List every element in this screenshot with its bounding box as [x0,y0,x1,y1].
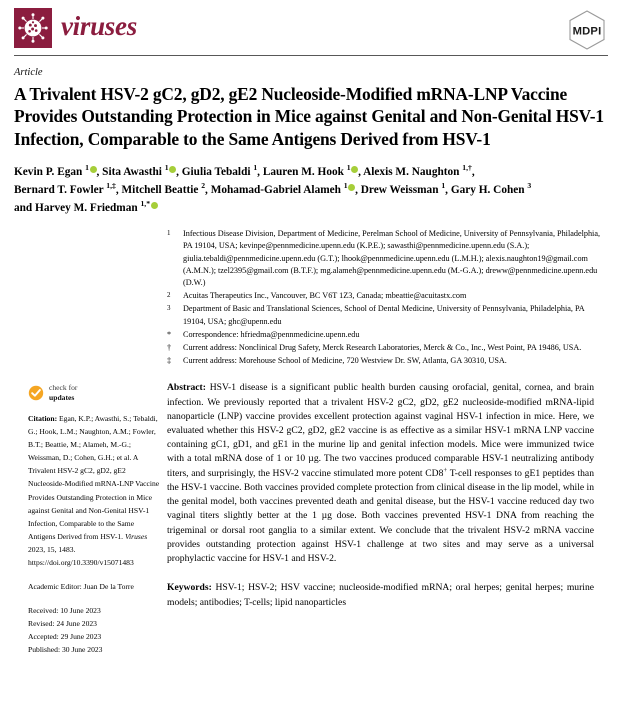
main-column [167,381,608,610]
author-name[interactable]: Sita Awasthi [102,166,162,179]
footnote-mark: † [167,342,172,352]
orcid-icon[interactable] [151,202,158,209]
keywords-text: HSV-1; HSV-2; HSV vaccine; nucleoside-modified mRNA; oral herpes; genital herpes; murine models; antibodies; T-cells; lipid nanoparticles [167,582,594,608]
masthead [14,8,608,56]
author-affil-mark: 2 [201,181,206,191]
correspondence-text: Correspondence: hfriedma@pennmedicine.upenn.edu [183,329,360,339]
affiliation-row [167,303,608,328]
footnote-row [167,342,608,354]
author-affil-mark: 1 [441,181,446,191]
affiliation-text: Acuitas Therapeutics Inc., Vancouver, BC V6T 1Z3, Canada; mbeattie@acuitastx.com [183,291,467,301]
paper-page [0,8,622,720]
keywords-block [167,581,594,609]
keywords-label: Keywords: [167,582,212,594]
publication-dates [28,604,160,656]
affiliation-mark: 3 [167,304,171,313]
abstract-block [167,381,594,566]
author-affil-mark: 3 [527,181,532,191]
article-type-label: Article [14,67,43,78]
abstract-text-continued: T-cell responses to gE1 peptides than the HSV-1 vaccine. Both vaccines provided complete protection from clinical disease in the lip model, while in the genital model, both vaccines prevented death and genital disease, but the HSV-1 vaccine reduced day two vaginal titers slightly better at the 1 µg dose. Both vaccines prevented HSV-1 DNA from reaching the trigeminal or dorsal root ganglia to a similar extent. We conclude that the trivalent HSV-2 mRNA vaccine provides outstanding protection against HSV-1 challenge at two sites and may serve as a universal prophylactic vaccine for HSV-1 and HSV-2. [167,467,594,565]
citation-volume: 2023, 15, 1483. [28,544,76,554]
orcid-icon[interactable] [169,166,176,173]
abstract-superscript: + [443,466,448,474]
mdpi-hexagon-logo[interactable] [566,9,608,51]
author-affil-mark: 1,* [140,199,151,208]
author-name[interactable]: Drew Weissman [360,183,439,196]
author-name[interactable]: Lauren M. Hook [262,166,344,179]
orcid-icon[interactable] [351,166,358,173]
date-received: Received: 10 June 2023 [28,605,101,615]
affiliation-text: Department of Basic and Translational Sciences, School of Dental Medicine, University of Pennsylvania, Philadelphia, PA 19104, USA; ghc@upenn.edu [183,304,585,326]
correspondence-row [167,329,608,341]
citation-doi[interactable]: https://doi.org/10.3390/v15071483 [28,557,134,567]
footnote-mark: ‡ [167,355,172,365]
author-affil-mark: 1 [253,163,258,173]
correspondence-mark: * [167,329,172,339]
journal-title: viruses [61,11,137,41]
author-affil-mark: 1,‡ [106,181,116,191]
affiliation-row [167,290,608,302]
author-affil-mark: 1 [164,163,169,173]
author-name[interactable]: Gary H. Cohen [450,183,525,196]
author-name[interactable]: Mitchell Beattie [121,183,199,196]
masthead-divider [14,55,608,56]
check-for-updates-line2: updates [49,392,75,402]
date-accepted: Accepted: 29 June 2023 [28,631,102,641]
footnote-text: Current address: Nonclinical Drug Safety, Merck Research Laboratories, Merck & Co., Inc., West Point, PA 19486, USA. [183,342,582,352]
author-affil-mark: 1 [343,181,348,191]
affiliation-mark: 1 [167,228,171,237]
footnote-row [167,355,608,367]
author-name[interactable]: and Harvey M. Friedman [14,201,138,214]
author-affil-mark: 1 [85,163,89,173]
affiliation-text: Infectious Disease Division, Department of Medicine, Perelman School of Medicine, University of Pennsylvania, Philadelphia, PA 19104, USA; kevinpe@pennmedicine.upenn.edu (K.P.E.); sawasthi@pennmedicine.upenn.edu (S.A.); giulia.tebaldi@pennmedicine.upenn.edu (G.T.); lhook@pennmedicine.upenn.edu (L.M.H.); alexis.naughton19@gmail.com (A.M.N.); tzel2395@gmail.com (B.T.F.); mg.alameh@pennmedicine.upenn.edu (M.-G.A.); dreww@pennmedicine.upenn.edu (D.W.) [183,228,601,288]
author-list: Kevin P. Egan $^1$ , Sita Awasthi $^1$ , Giulia Tebaldi $^1$, Lauren M. Hook $^1$ , Alexis M. Naughton $^{1,\dagger}$, Bernard T. Fowler $^{1,\ddagger}$, Mitchell Beattie $^2$, Mohamad-Gabriel Alameh $^1$ , Drew Weissman $^1$, Gary H. Cohen $^3$ and Harvey M. Friedman $^{1,*}$ [14,163,532,214]
citation-label: Citation: [28,414,58,424]
check-for-updates-line1: check for [49,383,78,393]
abstract-label: Abstract: [167,382,206,394]
virus-icon [14,8,52,48]
citation-block [28,412,160,569]
date-revised: Revised: 24 June 2023 [28,618,97,628]
author-name[interactable]: Giulia Tebaldi [181,166,251,179]
citation-authors: Egan, K.P.; Awasthi, S.; Tebaldi, G.; Hook, L.M.; Naughton, A.M.; Fowler, B.T.; Beattie, M.; Alameh, M.-G.; Weissman, D.; Cohen, G.H.; et al. A Trivalent HSV-2 gC2, gD2, gE2 Nucleoside-Modified mRNA-LNP Vaccine Provides Outstanding Protection in Mice against Genital and Non-Genital HSV-1 Infection, Comparable to the Same Antigens Derived from HSV-1. [28,414,160,541]
check-circle-icon [28,385,44,401]
author-name[interactable]: Kevin P. Egan [14,166,83,179]
author-name[interactable]: Alexis M. Naughton [363,166,460,179]
author-name[interactable]: Mohamad-Gabriel Alameh [210,183,341,196]
date-published: Published: 30 June 2023 [28,644,103,654]
author-name[interactable]: Bernard T. Fowler [14,183,104,196]
journal-logo[interactable] [14,8,137,48]
check-for-updates-badge[interactable] [28,383,160,402]
author-affil-mark: 1,† [462,163,472,173]
svg-text:MDPI: MDPI [572,25,602,38]
academic-editor: Academic Editor: Juan De la Torre [28,581,134,591]
affiliation-row [167,228,608,290]
author-affil-mark: 1 [346,163,351,173]
orcid-icon[interactable] [90,166,97,173]
citation-journal: Viruses [124,531,148,541]
footnote-text: Current address: Morehouse School of Medicine, 720 Westview Dr. SW, Atlanta, GA 30310, USA. [183,355,507,365]
abstract-text: HSV-1 disease is a significant public health burden causing orofacial, genital, cornea, and brain infection. We previously reported that a trivalent HSV-2 gC2, gD2, gE2 nucleoside-modified mRNA-lipid nanoparticle (LNP) vaccine provides excellent protection against vaginal HSV-1 infection in mice. Here, we evaluated whether this HSV-2 gC2, gD2, gE2 vaccine is as effective as a similar HSV-1 mRNA LNP vaccine containing gC1, gD1, and gE1 in the murine lip and genital infection models. Mice were immunized twice with a total mRNA dose of 1 or 10 µg. The two vaccines produced comparable HSV-1 neutralizing antibody titers, and surprisingly, the HSV-2 vaccine stimulated more potent CD8 [167,382,594,479]
affiliations-block [167,228,608,368]
sidebar [28,381,160,656]
body-area [14,381,608,654]
orcid-icon[interactable] [348,184,355,191]
page-title: A Trivalent HSV-2 gC2, gD2, gE2 Nucleoside-Modified mRNA-LNP Vaccine Provides Outstanding Protection in Mice against Genital and Non-Genital HSV-1 Infection, Comparable to the Same Antigens Derived from HSV-1 [14,84,604,149]
affiliation-mark: 2 [167,291,171,300]
